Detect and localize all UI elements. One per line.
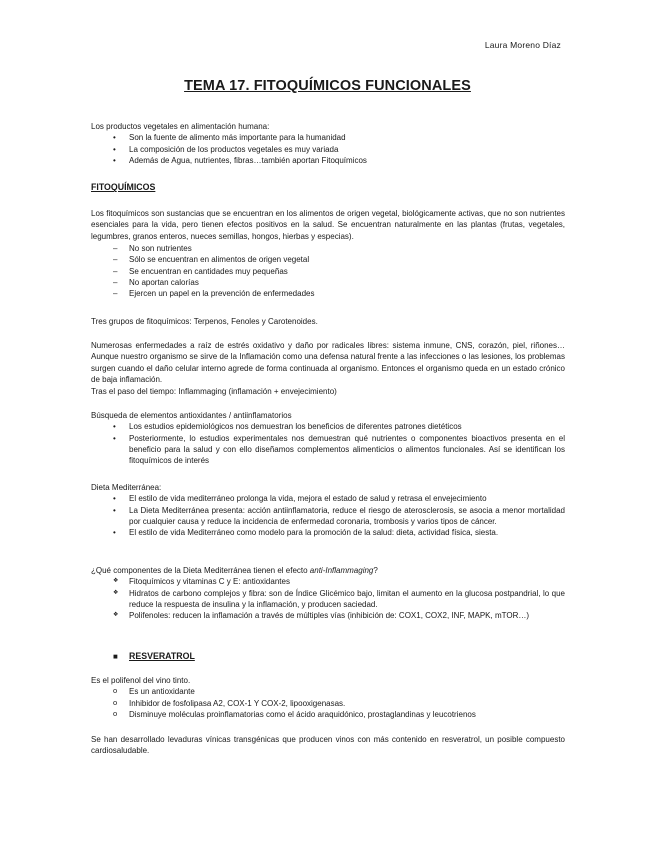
intro-section [91,121,565,166]
list-item: • Los estudios epidemiológicos nos demuestran los beneficios de diferentes patrones dietéticos [91,421,565,432]
list-item: ❖ Polifenoles: reducen la inflamación a través de múltiples vías (inhibición de: COX1, COX2, INF, MAPK, mTOR…) [91,610,565,621]
intro-list [91,132,565,166]
componentes-lead-end: ? [373,566,378,575]
fito-heading-block [91,182,565,193]
resveratrol-closing: Se han desarrollado levaduras vínicas transgénicas que producen vinos con más contenido en resveratrol, un posible compuesto cardiosaludable. [91,735,565,756]
list-item: • Posteriormente, lo estudios experimentales nos demuestran qué nutrientes o componentes bioactivos presenta en el beneficio para la salud y con ello diseñamos complementos alimenticios o alimentos funcionales. Así se identifican los fitoquímicos de interés [91,433,565,467]
list-item: – No son nutrientes [91,243,565,254]
dieta-section [91,482,565,538]
busqueda-section [91,410,565,466]
list-item: ❖ Fitoquímicos y vitaminas C y E: antioxidantes [91,576,565,587]
list-item: – Sólo se encuentran en alimentos de origen vegetal [91,254,565,265]
page-title: TEMA 17. FITOQUÍMICOS FUNCIONALES [184,78,471,94]
fito-list-block [91,243,565,299]
fito-list [91,243,565,299]
componentes-section [91,565,565,621]
componentes-lead [91,565,565,576]
inflammaging-line: Tras el paso del tiempo: Inflammaging (inflamación + envejecimiento) [91,387,337,396]
busqueda-list [91,421,565,466]
list-item: • El estilo de vida mediterráneo prolonga la vida, mejora el estado de salud y retrasa el envejecimiento [91,493,565,504]
list-item: • Además de Agua, nutrientes, fibras…también aportan Fitoquímicos [91,155,565,166]
inflammation-paragraph: Numerosas enfermedades a raíz de estrés oxidativo y daño por radicales libres: sistema inmune, CNS, corazón, piel, riñones… Aunque nuestro organismo se sirve de la Inflamación como una defensa natural frente a las infecciones o las lesiones, los problemas surgen cuando el daño celular interno agrede de forma continuada al organismo. Entonces el organismo queda en un estado crónico de baja inflamación. [91,341,565,384]
author-name: Laura Moreno Díaz [484,40,561,50]
list-item: o Disminuye moléculas proinflamatorias como el ácido araquidónico, prostaglandinas y leucotrienos [91,709,565,720]
list-item: • Son la fuente de alimento más importante para la humanidad [91,132,565,143]
resveratrol-section [91,675,565,720]
componentes-lead-em: anti-Inflammaging [309,566,374,575]
list-item: o Es un antioxidante [91,686,565,697]
list-item: – No aportan calorías [91,277,565,288]
list-item: ❖ Hidratos de carbono complejos y fibra: son de Índice Glicémico bajo, limitan el aumento en la glucosa postpandrial, lo que reduce la respuesta de insulina y la inflamación, y producen saciedad. [91,588,565,611]
busqueda-lead: Búsqueda de elementos antioxidantes / antiinflamatorios [91,411,292,420]
list-item: • El estilo de vida Mediterráneo como modelo para la promoción de la salud: dieta, actividad física, siesta. [91,527,565,538]
resveratrol-bullet: ■ [113,652,118,661]
resveratrol-list [91,686,565,720]
fito-paragraph: Los fitoquímicos son sustancias que se encuentran en los alimentos de origen vegetal, biológicamente activas, que no son nutrientes esenciales para la vida, pero tienen efectos positivos en la salud. Se encuentran naturalmente en las plantas (frutas, vegetales, legumbres, granos enteros, nueces semillas, hongos, hierbas y especias). [91,209,565,241]
componentes-list [91,576,565,621]
list-item: • La Dieta Mediterránea presenta: acción antiinflamatoria, reduce el riesgo de aterosclerosis, se asocia a menor mortalidad por cualquier causa y reduce la incidencia de enfermedad coronaria, trombosis y varios tipos de cáncer. [91,505,565,528]
dieta-list [91,493,565,538]
resveratrol-lead: Es el polifenol del vino tinto. [91,676,191,685]
list-item: – Ejercen un papel en la prevención de enfermedades [91,288,565,299]
componentes-lead-text: ¿Qué componentes de la Dieta Mediterránea tienen el efecto [91,566,310,575]
section-heading-fitoquimicos: FITOQUÍMICOS [91,182,156,192]
list-item: – Se encuentran en cantidades muy pequeñas [91,266,565,277]
dieta-lead: Dieta Mediterránea: [91,483,162,492]
section-heading-resveratrol: RESVERATROL [129,651,195,661]
intro-lead: Los productos vegetales en alimentación humana: [91,122,270,131]
list-item: o Inhibidor de fosfolipasa A2, COX-1 Y COX-2, lipooxigenasas. [91,698,565,709]
list-item: • La composición de los productos vegetales es muy variada [91,144,565,155]
fito-groups: Tres grupos de fitoquímicos: Terpenos, Fenoles y Carotenoides. [91,317,318,326]
